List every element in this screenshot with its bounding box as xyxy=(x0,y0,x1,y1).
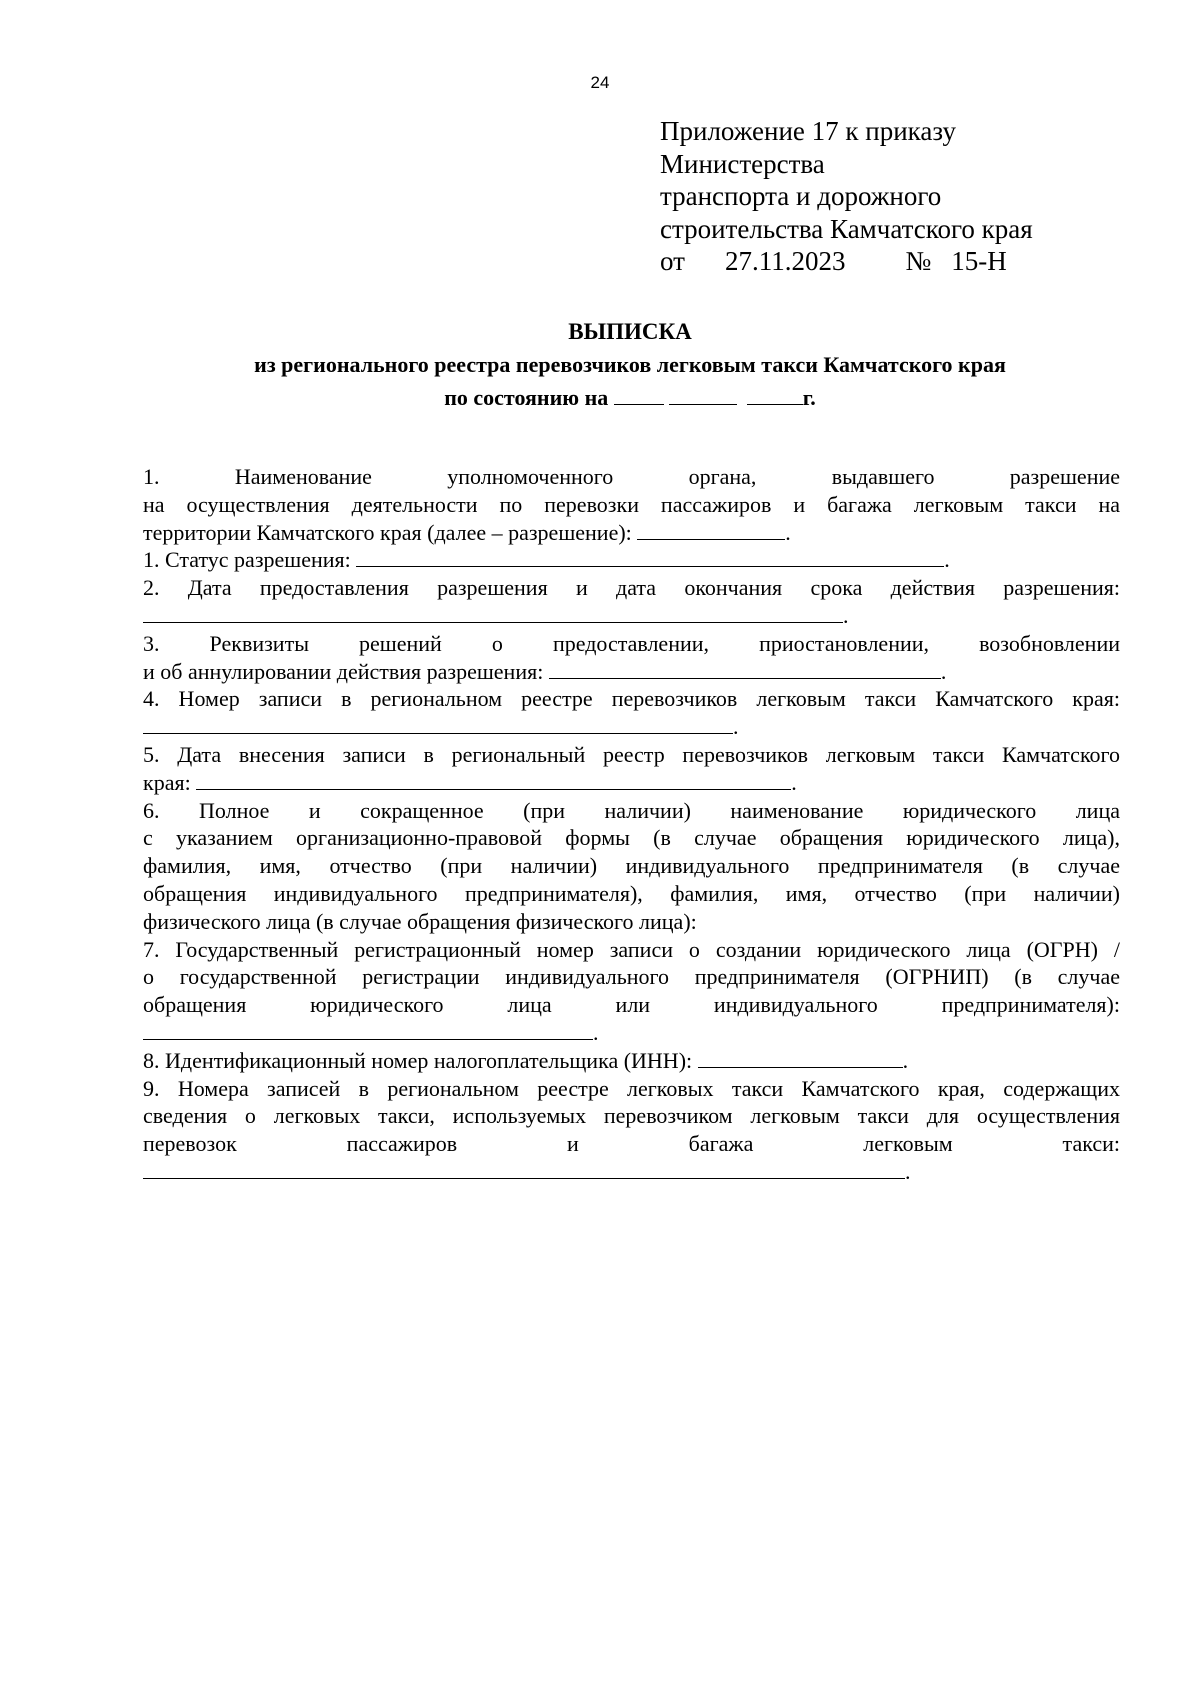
item-1-line-3 xyxy=(143,519,1120,547)
item-2-blank-line xyxy=(143,602,1120,630)
item-1b-text: 1. Статус разрешения: xyxy=(143,547,351,573)
order-date: 27.11.2023 xyxy=(724,246,846,276)
period: . xyxy=(785,519,791,545)
item-1-blank xyxy=(637,520,785,540)
item-3-line-1: 3. Реквизиты решений о предоставлении, приостановлении, возобновлении xyxy=(143,630,1120,656)
item-7-blank-line xyxy=(143,1019,1120,1047)
dates-blank xyxy=(143,603,843,623)
period: . xyxy=(733,714,739,740)
item-1-text: Наименование уполномоченного органа, выдавшего разрешение xyxy=(234,464,1121,489)
item-5-line-2-text: края: xyxy=(143,769,191,795)
document-body xyxy=(143,463,1120,1186)
period: . xyxy=(944,547,950,573)
page-number: 24 xyxy=(590,73,610,92)
item-5-line-1: 5. Дата внесения записи в региональный реестр перевозчиков легковым такси Камчатского xyxy=(143,741,1120,767)
ogrn-blank xyxy=(143,1020,593,1040)
taxi-records-blank xyxy=(143,1159,905,1179)
appendix-block xyxy=(660,115,1100,278)
record-date-blank xyxy=(196,770,791,790)
item-9-line-1: 9. Номера записей в региональном реестре легковых такси Камчатского края, содержащих xyxy=(143,1075,1120,1101)
period: . xyxy=(843,602,849,628)
item-7-line-3: обращения юридического лица или индивидуального предпринимателя): xyxy=(143,992,1120,1018)
month-blank xyxy=(669,386,737,405)
item-1b xyxy=(143,546,1120,574)
item-1-line-3-text: территории Камчатского края (далее – разрешение): xyxy=(143,519,632,545)
item-1-number: 1. xyxy=(143,464,160,489)
period: . xyxy=(593,1019,599,1045)
item-1-line-2: на осуществления деятельности по перевозки пассажиров и багажа легковым такси на xyxy=(143,491,1120,517)
item-9-blank-line xyxy=(143,1158,1120,1186)
decisions-blank xyxy=(549,659,941,679)
item-2: 2. Дата предоставления разрешения и дата окончания срока действия разрешения: xyxy=(143,575,1120,601)
appendix-line-4: строительства Камчатского края xyxy=(660,213,1033,244)
order-number: 15-Н xyxy=(951,246,1007,276)
appendix-line-3: транспорта и дорожного xyxy=(660,181,942,211)
item-6-line-3: фамилия, имя, отчество (при наличии) индивидуального предпринимателя (в случае xyxy=(143,853,1120,879)
item-4: 4. Номер записи в региональном реестре перевозчиков легковым такси Камчатского края: xyxy=(143,686,1120,712)
item-1-line-1 xyxy=(143,463,1120,491)
period: . xyxy=(940,658,947,684)
item-7-line-1: 7. Государственный регистрационный номер записи о создании юридического лица (ОГРН) / xyxy=(143,936,1120,962)
period: . xyxy=(905,1158,911,1184)
status-blank xyxy=(356,547,944,567)
item-5-line-2 xyxy=(143,769,1120,797)
document-title xyxy=(140,315,1120,414)
appendix-order-line xyxy=(660,245,1100,278)
item-9-line-3: перевозок пассажиров и багажа легковым такси: xyxy=(143,1131,1120,1157)
item-6-line-1: 6. Полное и сокращенное (при наличии) наименование юридического лица xyxy=(143,797,1120,823)
item-8-text: 8. Идентификационный номер налогоплательщика (ИНН): xyxy=(143,1047,693,1073)
inn-blank xyxy=(698,1048,903,1068)
item-6-line-5: физического лица (в случае обращения физического лица): xyxy=(143,908,697,934)
day-blank xyxy=(614,386,664,405)
order-number-sign: № xyxy=(905,246,932,276)
item-3-line-2-text: и об аннулировании действия разрешения: xyxy=(143,658,544,684)
period: . xyxy=(791,769,797,795)
order-from-label: от xyxy=(660,246,685,276)
appendix-line-2: Министерства xyxy=(660,148,825,179)
year-suffix: г. xyxy=(802,385,816,410)
main-title: ВЫПИСКА xyxy=(568,319,692,344)
item-8 xyxy=(143,1047,1120,1075)
item-6-line-4: обращения индивидуального предпринимателя), фамилия, имя, отчество (при наличии) xyxy=(143,880,1120,906)
item-7-line-2: о государственной регистрации индивидуального предпринимателя (ОГРНИП) (в случае xyxy=(143,964,1120,990)
item-3-line-2 xyxy=(143,658,1120,686)
item-9-line-2: сведения о легковых такси, используемых перевозчиком легковым такси для осуществления xyxy=(143,1103,1120,1129)
as-of-label: по состоянию на xyxy=(444,385,609,410)
appendix-line-1: Приложение 17 к приказу xyxy=(660,116,956,146)
subtitle: из регионального реестра перевозчиков легковым такси Камчатского края xyxy=(254,352,1006,377)
period: . xyxy=(902,1047,909,1073)
as-of-line xyxy=(140,381,1120,414)
year-blank xyxy=(747,386,803,405)
record-number-blank xyxy=(143,714,733,734)
item-4-blank-line xyxy=(143,713,1120,741)
item-6-line-2: с указанием организационно-правовой формы (в случае обращения юридического лица), xyxy=(143,825,1120,851)
